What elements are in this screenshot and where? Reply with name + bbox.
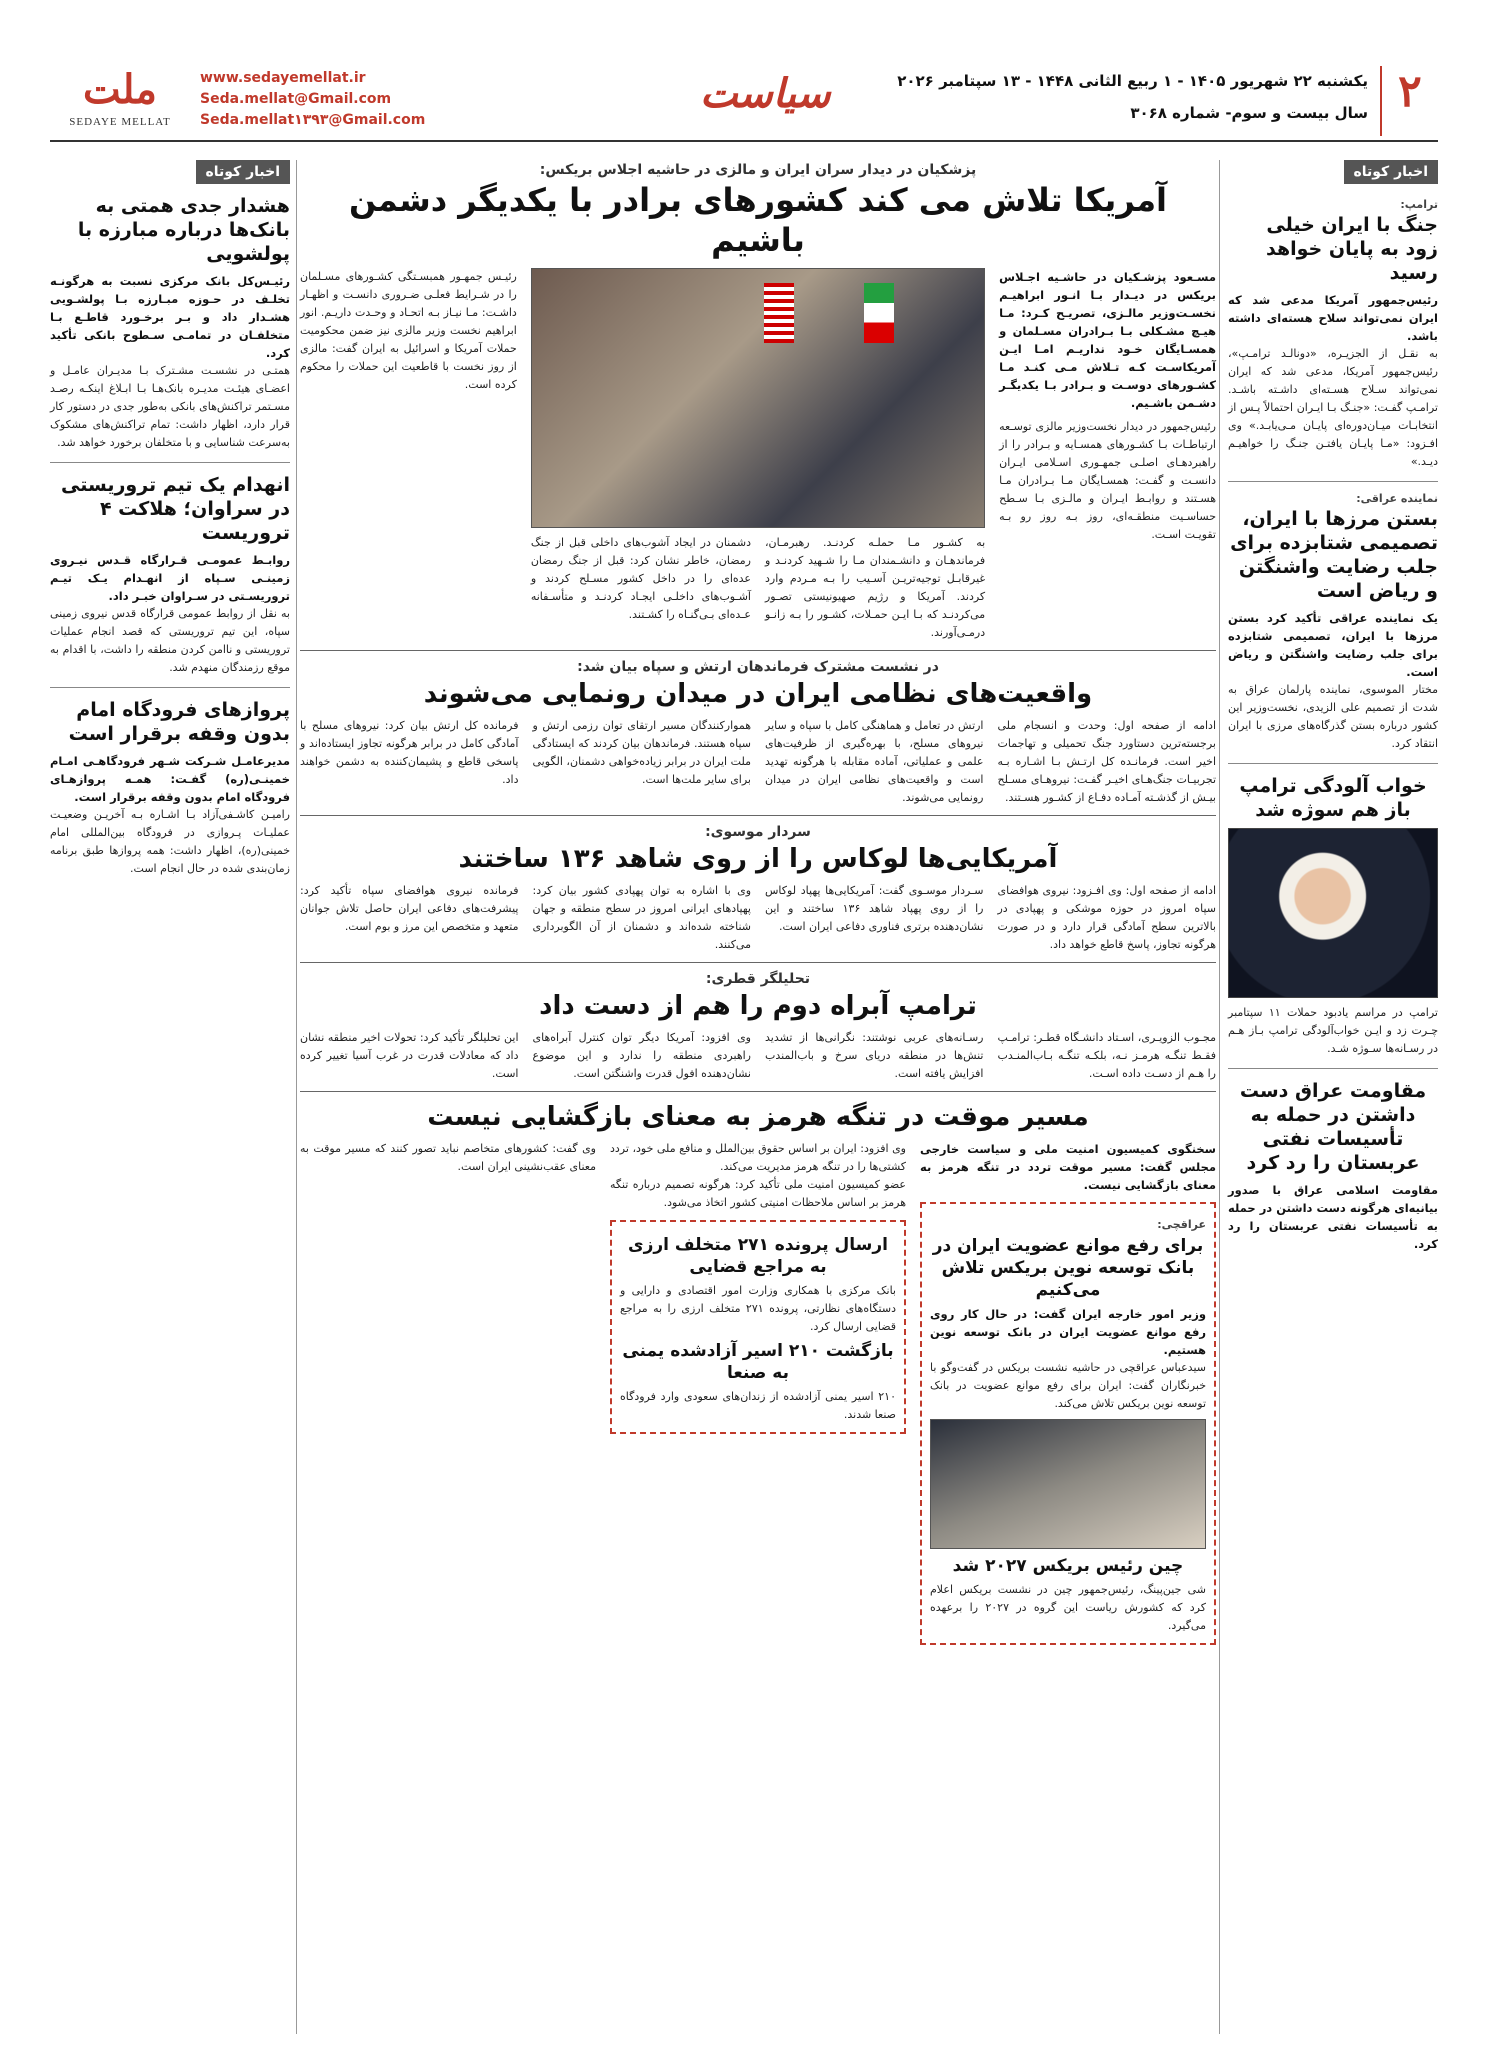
story-title[interactable]: آمریکایی‌ها لوکاس را از روی شاهد ۱۳۶ ساختند — [458, 844, 1058, 874]
box-body: سیدعباس عراقچی در حاشیه نشست بریکس در گفت‌وگو با خبرنگاران گفت: ایران برای رفع موانع عضویت در بانک توسعه نوین بریکس تلاش می‌کند. — [930, 1361, 1206, 1410]
news-body: رامیـن کاشـفی‌آزاد بـا اشـاره بـه آخریـن وضعیـت عملیـات پـروازی در فرودگاه بین‌المللی امام خمینی(ره)، اظهار داشت: همه پروازها طبق برنامه زمان‌بندی شده در حال انجام است. — [50, 808, 290, 875]
box-body: بانک مرکزی با همکاری وزارت امور اقتصادی و دارایی و دستگاه‌های نظارتی، پرونده ۲۷۱ متخلف ارزی را به مراجع قضایی ارسال کرد. — [620, 1284, 896, 1333]
issue-line: سال بیست و سوم- شماره ۳۰۶۸ — [1130, 104, 1368, 122]
email-link-1[interactable]: Seda.mellat@Gmail.com — [200, 91, 392, 107]
logo-latin: SEDAYE MELLAT — [69, 116, 171, 128]
email-link-2[interactable]: Seda.mellat۱۳۹۳@Gmail.com — [200, 112, 426, 128]
story-col: وی با اشاره به توان پهپادی کشور بیان کرد: پهپادهای ایرانی امروز در سطح منطقه و جهان شناخته شده‌اند و دشمنان از آن الگوبرداری می‌کنند. — [532, 884, 751, 951]
story-kicker: تحلیلگر قطری: — [705, 971, 811, 987]
news-title[interactable]: هشدار جدی همتی به بانک‌ها درباره مبارزه با پولشویی — [77, 195, 290, 265]
news-body: به نقـل از الجزیـره، «دونالـد ترامـپ»، رئیس‌جمهور آمریکا، مدعی شد که ایران نمی‌تواند سـلاح هسـته‌ای داشـته باشـد. ترامـپ گفـت: «جنـگ بـا ایـران احتمالاً پـس از انتخابـات میـان‌دوره‌ای پایـان مـی‌یابـد.» وی افـزود: «مـا پایـان یافتـن جنـگ را خواهیـم دیـد.» — [1228, 347, 1438, 468]
story-col: عضو کمیسیون امنیت ملی تأکید کرد: هرگونه تصمیم درباره تنگه هرمز بر اساس ملاحظات امنیتی کشور اتخاذ می‌شود. — [610, 1178, 906, 1209]
trump-photo — [1228, 828, 1438, 998]
malaysia-flag-icon — [764, 283, 794, 343]
news-lead: مقاومت اسلامی عراق با صدور بیانیه‌ای هرگونه دست داشتن در حمله به تأسیسات نفتی عربستان را رد کرد. — [1228, 1183, 1438, 1251]
news-title[interactable]: خواب آلودگی ترامپ باز هم سوژه شد — [1239, 775, 1427, 821]
news-body: همتـی در نشسـت مشـترک بـا مدیـران عامـل و اعضـای هیئـت مدیـره بانک‌هـا بـا ابـلاغ اینکـه رصـد مسـتمر تراکنش‌های بانکی به‌طور جدی در دستور کار قرار دارد، اظهار داشت: تمام تراکنش‌های مشکوک به‌سرعت شناسایی و با متخلفان برخورد خواهد شد. — [50, 364, 290, 449]
section-name: سیاست — [700, 70, 831, 117]
column-divider — [1219, 160, 1220, 2034]
story-col: ادامه از صفحه اول: وحدت و انسجام ملی برجسته‌ترین دستاورد جنگ تحمیلی و تهاجمات اخیر است. فرمانـده کل ارتـش بـا اشـاره بـه تجربیـات جنگ‌هـای اخیـر گفـت: نیروهـای مسـلح بیـش از گذشـته آمـاده دفـاع از کشـور هسـتند. — [997, 719, 1216, 804]
lead-title[interactable]: آمریکا تلاش می کند کشورهای برادر با یکدیگر دشمن باشیم — [349, 181, 1167, 259]
divider — [300, 1091, 1216, 1092]
news-lead: یک نماینده عراقی تأکید کرد بستن مرزها با ایران، تصمیمی شتابزده برای جلب رضایت واشنگتن و ریاض است. — [1228, 611, 1438, 679]
story-col: وی افزود: ایران بر اساس حقوق بین‌الملل و منافع ملی خود، تردد کشتی‌ها را در تنگه هرمز مدیریت می‌کند. — [610, 1142, 906, 1173]
news-title[interactable]: پروازهای فرودگاه امام بدون وقفه برقرار است — [68, 699, 290, 745]
box-kicker: عراقچی: — [1157, 1218, 1206, 1231]
news-kicker: نماینده عراقی: — [1356, 492, 1438, 505]
currency-box — [610, 1220, 906, 1434]
brics-photo — [930, 1419, 1206, 1549]
divider — [300, 962, 1216, 963]
website-link[interactable]: www.sedayemellat.ir — [200, 70, 366, 86]
story-col: این تحلیلگر تأکید کرد: تحولات اخیر منطقه نشان داد که معادلات قدرت در غرب آسیا تغییر کرده است. — [300, 1031, 519, 1080]
news-body: مختار الموسوی، نماینده پارلمان عراق به شدت از تصمیم علی الزیدی، نخست‌وزیر این کشور درباره بستن گذرگاه‌های مرزی با ایران انتقاد کرد. — [1228, 683, 1438, 750]
news-lead: رئیـس‌کل بانک مرکزی نسبت به هرگونـه تخلـف در حـوزه مبـارزه بـا پولشـویی هشـدار داد و بـر برخـورد قاطـع بـا متخلفـان در تمامـی سـطوح بانکی تأکید کرد. — [50, 274, 290, 360]
box-body-2: شی جین‌پینگ، رئیس‌جمهور چین در نشست بریکس اعلام کرد که کشورش ریاست این گروه در ۲۰۲۷ را برعهده می‌گیرد. — [930, 1583, 1206, 1632]
story-lead: سخنگوی کمیسیون امنیت ملی و سیاست خارجی مجلس گفت: مسیر موقت تردد در تنگه هرمز به معنای بازگشایی نیست. — [920, 1142, 1216, 1192]
meeting-photo — [531, 268, 985, 528]
story-col: سـردار موسـوی گفت: آمریکایی‌ها پهپاد لوکاس را از روی پهپاد شاهد ۱۳۶ ساختند و این نشان‌دهنده برتری فناوری دفاعی ایران است. — [765, 884, 984, 933]
box-body-2: ۲۱۰ اسیر یمنی آزادشده از زندان‌های سعودی وارد فرودگاه صنعا شدند. — [620, 1390, 896, 1421]
short-news-header: اخبار کوتاه — [196, 160, 291, 184]
news-title[interactable]: انهدام یک تیم تروریستی در سراوان؛ هلاکت ۴ تروریست — [61, 474, 290, 544]
lead-kicker: پزشکیان در دیدار سران ایران و مالزی در حاشیه اجلاس بریکس: — [539, 162, 977, 178]
story-title[interactable]: مسیر موقت در تنگه هرمز به معنای بازگشایی نیست — [427, 1102, 1089, 1132]
page-number: ۲ — [1380, 66, 1438, 136]
divider — [50, 687, 290, 688]
news-title[interactable]: بستن مرزها با ایران، تصمیمی شتابزده برای جلب رضایت واشنگتن و ریاض است — [1230, 508, 1438, 602]
story-col: هموارکنندگان مسیر ارتقای توان رزمی ارتش و سپاه هستند. فرماندهان بیان کردند که ایستادگی ملت ایران در برابر زیاده‌خواهی دشمنان، الگویی برای سایر ملت‌ها است. — [532, 719, 751, 786]
lead-col-3: دشمنان در ایجاد آشوب‌های داخلی قبل از جنگ رمضان، خاطر نشان کرد: قبل از جنگ رمضان عده‌ای را در داخل کشور مسـلح کردند و آشـوب‌های داخلـی ایجـاد کردنـد و متأسـفانه عـده‌ای بـی‌گنـاه را کشـتند. — [530, 536, 751, 621]
divider — [1228, 481, 1438, 482]
box-title-2[interactable]: چین رئیس بریکس ۲۰۲۷ شد — [952, 1556, 1184, 1576]
news-title[interactable]: جنگ با ایران خیلی زود به پایان خواهد رسید — [1265, 214, 1438, 284]
lead-col-1: رئیس‌جمهور در دیدار نخست‌وزیر مالزی توسـعه ارتباطـات بـا کشـورهای همسـایه و بـرادر را از راهبردهـای اصلـی جمهـوری اسـلامی ایـران دانسـت و گفـت: همسـایگان مـا بـرادران مـا هسـتند و روابـط ایـران و مالـزی بـا سـطح حساسـیت منطقـه‌ای، روز بـه روز رو بـه تقویـت اسـت. — [999, 420, 1216, 541]
contact-info — [200, 68, 425, 131]
story-kicker: در نشست مشترک فرماندهان ارتش و سپاه بیان شد: — [577, 659, 939, 675]
divider — [300, 815, 1216, 816]
date-line: یکشنبه ۲۲ شهریور ۱۴۰۵ - ۱ ربیع الثانی ۱۴۴۸ - ۱۳ سپتامبر ۲۰۲۶ — [897, 72, 1368, 90]
lead-col-4: رئیـس جمهـور همبسـتگی کشـورهای مسـلمان را در شـرایط فعلـی ضـروری دانسـت و اظهـار داشـت: مـا نیـاز بـه اتحـاد و وحـدت داریـم. انور ابراهیم نخست وزیر مالزی نیز ضمن محکومیت حملات آمریکا و اسرائیل به ایران گفت: مالزی از روز نخست با قاطعیت این حملات را محکوم کرده است. — [299, 270, 517, 391]
story-col: وی گفت: کشورهای متخاصم نباید تصور کنند که مسیر موقت به معنای عقب‌نشینی ایران است. — [300, 1142, 596, 1173]
brics-box — [920, 1202, 1216, 1645]
story-col: فرمانده نیروی هوافضای سپاه تأکید کرد: پیشرفت‌های دفاعی ایران حاصل تلاش جوانان متعهد و متخصص این مرز و بوم است. — [300, 884, 519, 933]
story-title[interactable]: ترامپ آبراه دوم را هم از دست داد — [539, 991, 977, 1021]
news-kicker: ترامپ: — [1400, 198, 1438, 211]
news-lead: رئیس‌جمهور آمریکا مدعی شد که ایران نمی‌تواند سلاح هسته‌ای داشته باشد. — [1228, 293, 1438, 343]
left-sidebar — [50, 160, 290, 2034]
divider — [50, 462, 290, 463]
iran-flag-icon — [864, 283, 894, 343]
masthead — [50, 60, 1438, 142]
divider — [1228, 763, 1438, 764]
story-col: مجـوب الزویـری، اسـتاد دانشـگاه قطـر: ترامـپ فقـط تنگـه هرمـز نـه، بلکـه تنگـه بـاب‌المنـدب را هـم از دسـت داده اسـت. — [997, 1031, 1216, 1080]
story-kicker: سردار موسوی: — [705, 824, 811, 840]
right-sidebar — [1228, 160, 1438, 2034]
news-title[interactable]: مقاومت عراق دست داشتن در حمله به تأسیسات نفتی عربستان را رد کرد — [1239, 1080, 1427, 1174]
story-col: ادامه از صفحه اول: وی افـزود: نیروی هوافضای سپاه امروز در حوزه موشکی و پهپادی در بالاترین سطح آمادگی قرار دارد و در صورت هرگونه تجاوز، پاسخ قاطع خواهد داد. — [997, 884, 1216, 951]
box-title-2[interactable]: بازگشت ۲۱۰ اسیر آزادشده یمنی به صنعا — [622, 1341, 894, 1383]
divider — [300, 650, 1216, 651]
story-col: رسـانه‌های عربی نوشتند: نگرانی‌ها از تشدید تنش‌ها در منطقه دریای سرخ و باب‌المندب افزایش یافته است. — [765, 1031, 984, 1080]
short-news-header: اخبار کوتاه — [1344, 160, 1439, 184]
story-title[interactable]: واقعیت‌های نظامی ایران در میدان رونمایی می‌شوند — [423, 679, 1093, 709]
logo-text: ملت — [83, 66, 157, 113]
column-divider — [296, 160, 297, 2034]
news-lead: مدیرعامـل شـرکت شـهر فرودگاهـی امـام خمینـی(ره) گفـت: همـه پروازهـای فرودگاه امام بدون وقفه برقرار است. — [50, 754, 290, 804]
news-lead: روابـط عمومـی قـرارگاه قـدس نیـروی زمینـی سـپاه از انهـدام یـک تیـم تروریسـتی در سـراوان خبـر داد. — [50, 553, 290, 603]
divider — [1228, 1068, 1438, 1069]
story-col: وی افزود: آمریکا دیگر توان کنترل آبراه‌های راهبردی منطقه را ندارد و این موضوع نشان‌دهنده افول قدرت واشنگتن است. — [532, 1031, 751, 1080]
news-body: ترامپ در مراسم یادبود حملات ۱۱ سپتامبر چـرت زد و ایـن خواب‌آلودگی ترامپ بـاز هـم در رسـانه‌ها سـوژه شـد. — [1228, 1006, 1438, 1055]
lead-intro: مسـعود پزشـکیان در حاشـیه اجـلاس بریکس در دیـدار بـا انـور ابراهیـم نخسـت‌وزیر مالـزی، تصریـح کـرد: مـا هیـچ مشـکلی بـا بـرادران مسـلمان و همسـایگان خـود نداریـم امـا ایـن آمریکاسـت کـه تـلاش مـی کنـد مـا کشـورهای دوسـت و بـرادر بـا یکدیگـر دشـمن باشـیم. — [999, 270, 1216, 410]
lead-col-2: به کشـور مـا حملـه کردنـد. رهبرمـان، فرماندهـان و دانشـمندان مـا را شـهید کردنـد و غیرقابـل توجیه‌تریـن آسـیب را بـه مـردم وارد کردند. آمریکا و رژیم صهیونیستی تصـور می‌کردنـد که بـا ایـن حمـلات، کشـور را بـه زانـو درمـی‌آورند. — [764, 536, 986, 639]
newspaper-logo — [50, 64, 190, 138]
news-body: به نقل از روابط عمومی قرارگاه قدس نیروی زمینی سپاه، این تیم تروریستی که قصد انجام عملیات تروریستی و ناامن کردن منطقه را داشت، با اقدام به موقع رزمندگان منهدم شد. — [50, 607, 290, 674]
box-lead: وزیر امور خارجه ایران گفت: در حال کار روی رفع موانع عضویت ایران در بانک توسعه نوین هستیم. — [930, 1307, 1206, 1357]
box-title[interactable]: ارسال پرونده ۲۷۱ متخلف ارزی به مراجع قضایی — [628, 1235, 888, 1277]
story-col: فرمانده کل ارتش بیان کرد: نیروهای مسلح با آمادگی کامل در برابر هرگونه تجاوز ایستاده‌اند و پاسخی قاطع و پشیمان‌کننده به دشمن خواهند داد. — [300, 719, 519, 786]
main-content — [300, 160, 1216, 2034]
story-col: ارتش در تعامل و هماهنگی کامل با سپاه و سایر نیروهای مسلح، با بهره‌گیری از ظرفیت‌های علمی و عملیاتی، آماده مقابله با هرگونه تهدید است و واقعیت‌های نظامی ایران در میدان رونمایی می‌شوند. — [765, 719, 984, 804]
box-title[interactable]: برای رفع موانع عضویت ایران در بانک توسعه نوین بریکس تلاش می‌کنیم — [932, 1236, 1204, 1300]
